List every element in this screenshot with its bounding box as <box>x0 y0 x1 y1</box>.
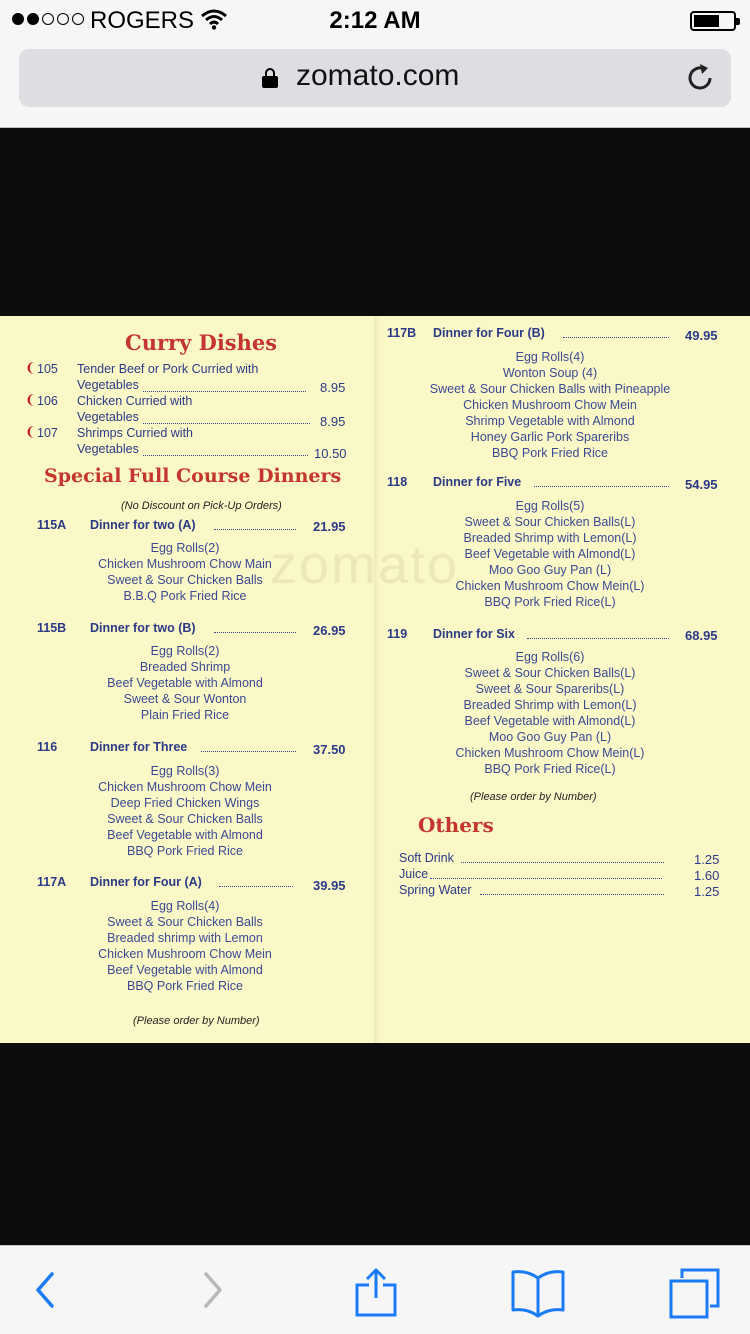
others-item-name: Juice <box>399 867 429 881</box>
leader-dots <box>214 632 296 633</box>
item-description: Shrimps Curried with <box>77 426 194 440</box>
dinner-item: Egg Rolls(5) <box>515 499 585 513</box>
dinner-number: 117B <box>387 326 417 340</box>
curry-dishes-title: Curry Dishes <box>125 330 278 355</box>
dinner-item: Egg Rolls(4) <box>515 350 585 364</box>
dinner-number: 115A <box>37 518 67 532</box>
dinner-item: Chicken Mushroom Chow Mein(L) <box>455 746 645 760</box>
share-icon <box>354 1268 398 1318</box>
dinner-price: 26.95 <box>313 623 346 638</box>
leader-dots <box>201 751 296 752</box>
dinner-item: Sweet & Sour Chicken Balls with Pineapple <box>429 382 671 396</box>
status-time: 2:12 AM <box>329 7 421 34</box>
watermark-text: zomato <box>270 535 460 595</box>
dinner-item: Beef Vegetable with Almond(L) <box>464 547 636 561</box>
bookmarks-icon <box>510 1268 566 1318</box>
chili-pepper-icon: ❨ <box>25 424 36 439</box>
dinner-price: 37.50 <box>313 742 346 757</box>
dinner-item: Beef Vegetable with Almond <box>107 963 263 977</box>
others-title: Others <box>418 813 494 837</box>
tabs-button[interactable] <box>648 1246 728 1334</box>
dinner-item: Beef Vegetable with Almond <box>107 828 263 842</box>
item-number: 106 <box>37 394 58 408</box>
special-dinners-title: Special Full Course Dinners <box>44 465 342 487</box>
tabs-icon <box>668 1268 722 1320</box>
browser-address-bar <box>0 40 750 128</box>
dinner-item: Honey Garlic Pork Spareribs <box>470 430 630 444</box>
dinner-item: Breaded Shrimp with Lemon(L) <box>463 698 637 712</box>
dinner-number: 119 <box>387 627 408 641</box>
chili-pepper-icon: ❨ <box>25 360 36 375</box>
dinner-number: 117A <box>37 875 67 889</box>
dinner-item: Deep Fried Chicken Wings <box>110 796 260 810</box>
leader-dots <box>214 529 296 530</box>
url-text[interactable]: zomato.com <box>296 59 460 92</box>
status-bar <box>0 0 750 40</box>
lock-icon <box>262 68 278 88</box>
dinner-item: Moo Goo Guy Pan (L) <box>488 730 612 744</box>
dinner-item: Chicken Mushroom Chow Mein <box>98 947 272 961</box>
leader-dots <box>219 886 293 887</box>
dinner-item: Egg Rolls(6) <box>515 650 585 664</box>
item-description-2: Vegetables <box>77 378 139 392</box>
order-by-number-note-right: (Please order by Number) <box>470 791 597 803</box>
dinner-item: BBQ Pork Fried Rice(L) <box>484 762 616 776</box>
dinner-name: Dinner for Six <box>433 627 515 641</box>
chili-pepper-icon: ❨ <box>25 392 36 407</box>
dinner-number: 116 <box>37 740 58 754</box>
discount-note: (No Discount on Pick-Up Orders) <box>121 500 282 512</box>
carrier-name: ROGERS <box>90 7 195 34</box>
dinner-item: Sweet & Sour Chicken Balls <box>107 915 263 929</box>
leader-dots <box>430 878 662 879</box>
item-number: 107 <box>37 426 58 440</box>
dinner-item: Sweet & Sour Wonton <box>123 692 247 706</box>
url-field[interactable] <box>19 49 731 107</box>
leader-dots <box>143 391 306 392</box>
item-description-2: Vegetables <box>77 410 139 424</box>
dinner-price: 21.95 <box>313 519 346 534</box>
dinner-price: 49.95 <box>685 328 718 343</box>
dinner-item: Chicken Mushroom Chow Mein <box>463 398 637 412</box>
forward-button[interactable] <box>170 1246 250 1334</box>
leader-dots <box>143 423 310 424</box>
dinner-name: Dinner for two (A) <box>90 518 196 532</box>
dinner-number: 115B <box>37 621 67 635</box>
item-number: 105 <box>37 362 58 376</box>
others-item-price: 1.25 <box>694 852 720 867</box>
back-button[interactable] <box>8 1246 88 1334</box>
dinner-item: Moo Goo Guy Pan (L) <box>488 563 612 577</box>
item-price: 8.95 <box>320 414 346 429</box>
leader-dots <box>480 894 664 895</box>
dinner-item: Egg Rolls(2) <box>150 541 220 555</box>
dinner-item: Chicken Mushroom Chow Mein <box>98 780 272 794</box>
dinner-price: 39.95 <box>313 878 346 893</box>
dinner-item: Sweet & Sour Chicken Balls(L) <box>464 515 636 529</box>
others-item-name: Soft Drink <box>399 851 454 865</box>
dinner-item: Breaded shrimp with Lemon <box>107 931 263 945</box>
others-item-price: 1.25 <box>694 884 720 899</box>
dinner-name: Dinner for Four (B) <box>433 326 545 340</box>
dinner-name: Dinner for two (B) <box>90 621 196 635</box>
menu-image <box>0 316 750 1043</box>
browser-toolbar <box>0 1245 750 1334</box>
leader-dots <box>461 862 664 863</box>
dinner-price: 68.95 <box>685 628 718 643</box>
dinner-price: 54.95 <box>685 477 718 492</box>
bookmarks-button[interactable] <box>490 1246 570 1334</box>
forward-icon <box>190 1268 230 1312</box>
item-description: Chicken Curried with <box>77 394 193 408</box>
leader-dots <box>143 455 308 456</box>
item-description-2: Vegetables <box>77 442 139 456</box>
item-description: Tender Beef or Pork Curried with <box>77 362 259 376</box>
dinner-item: BBQ Pork Fried Rice(L) <box>484 595 616 609</box>
item-price: 8.95 <box>320 380 346 395</box>
dinner-item: Wonton Soup (4) <box>502 366 598 380</box>
dinner-item: Egg Rolls(4) <box>150 899 220 913</box>
dinner-item: BBQ Pork Fried Rice <box>126 979 243 993</box>
leader-dots <box>563 337 669 338</box>
dinner-item: Beef Vegetable with Almond <box>107 676 263 690</box>
others-item-price: 1.60 <box>694 868 720 883</box>
dinner-item: Chicken Mushroom Chow Main <box>98 557 272 571</box>
dinner-item: Egg Rolls(2) <box>150 644 220 658</box>
page-fold <box>374 316 380 1043</box>
dinner-item: Chicken Mushroom Chow Mein(L) <box>455 579 645 593</box>
dinner-item: Breaded Shrimp <box>139 660 231 674</box>
dinner-item: Beef Vegetable with Almond(L) <box>464 714 636 728</box>
order-by-number-note: (Please order by Number) <box>133 1015 260 1027</box>
leader-dots <box>534 486 669 487</box>
others-item-name: Spring Water <box>399 883 472 897</box>
dinner-item: Shrimp Vegetable with Almond <box>465 414 635 428</box>
dinner-item: Sweet & Sour Chicken Balls <box>107 812 263 826</box>
item-price: 10.50 <box>314 446 347 461</box>
back-icon <box>28 1268 68 1312</box>
leader-dots <box>527 638 669 639</box>
battery-icon <box>690 11 736 31</box>
dinner-item: B.B.Q Pork Fried Rice <box>123 589 247 603</box>
share-button[interactable] <box>334 1246 414 1334</box>
dinner-item: Sweet & Sour Chicken Balls(L) <box>464 666 636 680</box>
dinner-name: Dinner for Three <box>90 740 188 754</box>
dinner-item: BBQ Pork Fried Rice <box>491 446 608 460</box>
reload-icon[interactable] <box>683 61 717 95</box>
dinner-name: Dinner for Five <box>433 475 522 489</box>
dinner-item: Egg Rolls(3) <box>150 764 220 778</box>
dinner-name: Dinner for Four (A) <box>90 875 202 889</box>
web-content <box>0 129 750 1245</box>
dinner-number: 118 <box>387 475 408 489</box>
dinner-item: Sweet & Sour Chicken Balls <box>107 573 263 587</box>
dinner-item: Breaded Shrimp with Lemon(L) <box>463 531 637 545</box>
dinner-item: Sweet & Sour Spareribs(L) <box>475 682 625 696</box>
dinner-item: BBQ Pork Fried Rice <box>126 844 243 858</box>
dinner-item: Plain Fried Rice <box>140 708 230 722</box>
